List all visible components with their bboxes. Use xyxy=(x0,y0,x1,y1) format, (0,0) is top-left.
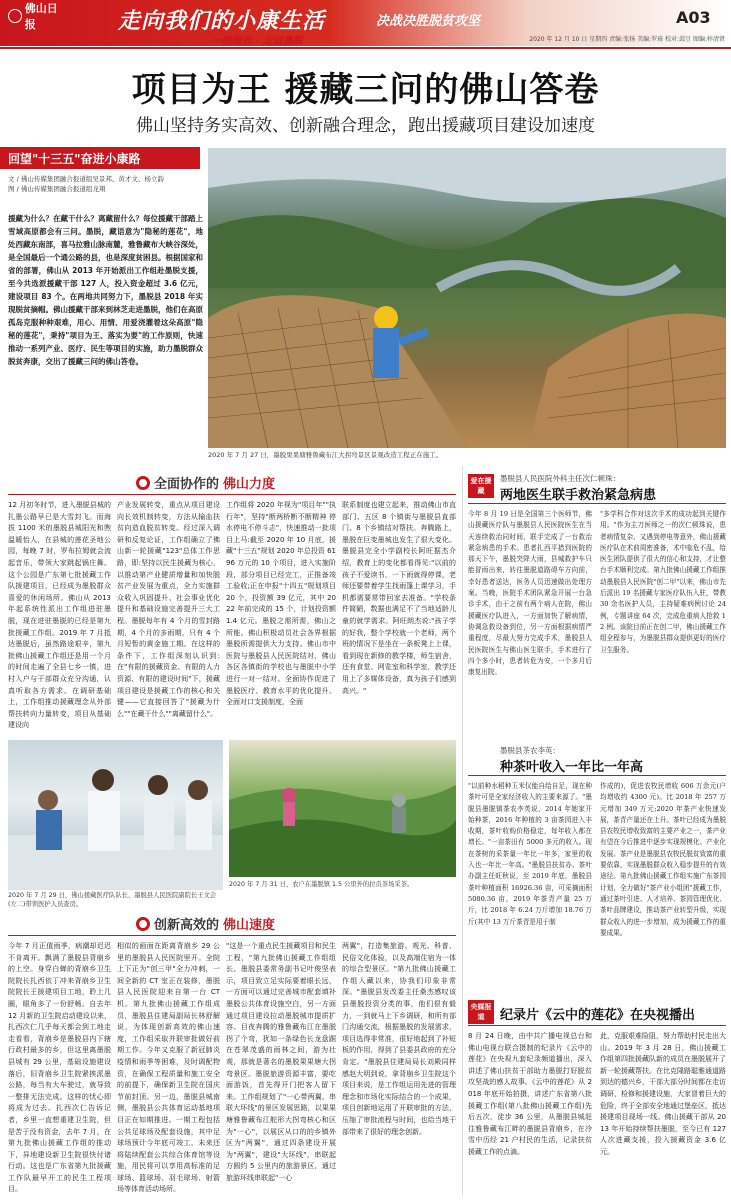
article-column: "以前种水稻种玉米仅能自给自足，现在种茶叶可是全家经济收入的主要来源了。"墨脱县墨脱镇茶农李英说，2014 年她家开始种茶，2016 年种植的 3 亩茶园进入丰收期，茶叶收购价格稳定，每年收入都在增长。"一亩茶田有 5000 多元的收入。现在茶树的采茶量一年比一年多，家里的收入也一年比一年高。"墨脱县扶贫办、茶叶办副主任旺秋说，至 2019 年底，墨脱县茶叶种植面积 16926.36 亩，可采摘面积 5080.36 亩，2019 年茶青产量 25 万斤，比 2018 年 6.24 万斤增加 18.76 万斤(其中 13 万斤茶青是用于制 xyxy=(468,782,592,926)
photo-caption: 2020 年 7 月 31 日，农户在墨脱镇 1.5 公里外的拉贡茶场采茶。 xyxy=(229,881,414,888)
divider xyxy=(468,775,726,776)
divider xyxy=(0,47,731,49)
article-column: 相似的画面在距离背崩乡 29 公里的墨脱县人民医院里开。全院上下正为"创三甲"全力冲刺，一间全新的 CT 室正在装修，墨脱县人民医院迎来自第一台 CT 机。第九批佛山援藏工作组成员，墨脱县住建局副局长林舒解说，为体现创新高效的佛山速度，工作组采取并联审批做好前期工作。今年又克服了新冠肺炎疫情和雨季等困难，及时调配物资，在确保工程质量和施工安全的前提下，确保新卫生院在国庆节前封顶。另一边，墨脱县城南侧，墨脱县公共体育运动基地项目正在如期推进。一期工程包括公共足球场及配套设施，其中足球场预计今年底可竣工，未来还将陆续配套公共综合体育馆等设施，用民将可以享用高标准的足球场、篮球场、羽毛球场、射箭场等体育活动场所。 xyxy=(117,942,220,1194)
masthead xyxy=(0,0,731,48)
column-subtitle: 决战决胜脱贫攻坚 xyxy=(376,14,481,29)
tea-field-scene xyxy=(229,740,456,877)
article-column: 12 月初冬时节，进入墨脱县城的扎墨公路早已是大雪封飞。而海拔 1100 米的墨脱县城阳光和煦温暖怡人，在县城的莲花圣地公园，每晚 7 时，罗布拉姆就会流起音乐，带领大家跳起锅庄舞。这个公园是广东第七批援藏工作队援建项目，已经成为墨脱群众喜爱的休闲场所。佛山从 2013 年起系统性派出工作组进驻墨脱，现在进驻墨脱的已经是第九批援藏工作组。2019 年 7 月抵达墨脱后，虽然路途艰辛，第九批佛山援藏工作组还是用一个月的时间走遍了全县七乡一镇，进村入户与干部群众充分沟通，认真听取各方需求。在调研基础上，工作组推动援藏理念从外部帮扶转向力量转变，项目从基础建设向 xyxy=(8,501,111,730)
story-kicker: 墨脱县人民医院外科主任次仁顿珠： xyxy=(500,474,620,483)
section-heading xyxy=(136,473,275,492)
section-heading-text: 创新高效的 xyxy=(154,918,220,933)
divider xyxy=(8,935,456,936)
divider xyxy=(8,494,456,495)
photo-construction xyxy=(208,148,726,448)
story-headline: 两地医生联手救治紧急病患 xyxy=(500,488,657,503)
article-column: 产业发展转变，重点从项目建设向长效机制转变，方法从输血扶贫向造血脱贫转变。经过深入调研和反复论证，工作组确立了佛山新一轮援藏"123"总体工作思路，即:坚持以民生援藏为核心，以推动第产业健质增量和加快脱贫产业发展为重点，全力实施群众收入巩固提升、社会事业优化提升和基础设施完善提升三大工程。墨脱每年有 4 个月的雪封路期，4 个月的多雨期，只有 4 个月短暂的黄金施工期。在这样的条件下，工作组深刻认识到:在"有限的援藏资金、有限的人力资源、有限的建设时间"下，援藏项目建设是援藏工作的核心和关键——它直接回答了"援藏为什么""在藏干什么""离藏留什么"。 xyxy=(117,501,220,718)
column-title: 走向我们的小康生活 xyxy=(118,8,326,34)
section-heading-highlight: 佛山力度 xyxy=(223,477,276,492)
photo-caption: 2020 年 7 月 29 日，佛山援藏医疗队队长、墨脱县人民医院副院长王文会(左二)带领医护人员查房。 xyxy=(8,892,217,908)
logo-emblem-icon xyxy=(8,9,22,23)
article-column: 联系制度也建立起来，推动佛山市直部门、五区 8 个镇街与墨脱县直部门、8 个乡镇结对帮扶。奔腾路上，墨脱在巨变墨城也发生了很大变化。墨脱县完全小学副校长阿旺据杰介绍，教育上的变化都看得见:"以前的孩子不爱读书，一下雨就得停课，老师还要带着学生找雨篷上课学习，手机都需要常带回家去准备。"学校条件简陋，数据也满足不了当地适龄儿童的就学需求。阿旺朗杰说:"孩子学的好我，整个学校就一个老师，两个班的情况下是坐在一条板凳上上课，看到现在新修的教学楼，师生宿舍，还有食堂、网览室和科学室，教学还用上了多媒体设备，真为孩子们感到高兴。" xyxy=(342,501,456,695)
article-column: 工作组将 2020 年视为"项目年""执行年"，坚持"断两桥断不断精神 停水停电不停斗志"，快速推动一批项目上马:截至 2020 年 10 月底，援藏"十三五"规划 2020 年总投资 6196 万元的 10 个项目，进入实施阶段，部分项目已经完工，正推备竣工验收;正在申报"十四五"规划项目 20 个，投资额 39 亿元，其中 2022 年前完成的 15 个，计划投资额 1.4 亿元。墨脱之需所需，佛山之所能。佛山积极动员社会各界根据墨脱所需提供大力支持。佛山市中医院与墨脱县人民医院结对，佛山各区各镇街的学校也与墨脱中小学进行一对一结对。全面协作促进了墨脱医疗、教育水平的优化提升。全面对口支援制度，全面 xyxy=(226,501,336,707)
story-kicker: 墨脱县茶农李英： xyxy=(500,746,560,755)
page-headline: 项目为王 援藏三问的佛山答卷 xyxy=(131,70,600,110)
column-tagline: 一线报告 · 走进墨脱 xyxy=(212,36,303,47)
byline: 文 / 佛山传媒集团融合报道组吴景邦、黄才文、杨立韵 图 / 佛山传媒集团融合报道组龙翔 xyxy=(8,175,164,193)
article-column: 8 月 24 日晚，由中共广播电视总台和佛山电视台联合摄制的纪录片《云中的莲花》在央视九套纪录频道播出，深入讲述了佛山扶贫干部助力墨脱打好脱贫攻坚战的感人故事。《云中的莲花》从 2018 年底开始拍摄，讲述广东省第八批援藏工作组(第八批佛山援藏工作组)先后五次，徒步 36 公里，从墨脱县城赶往雅鲁藏布江畔的墨脱县背崩乡，在冷雪中历经 21 户村民的生活，记录扶贫援藏工作的点滴。 xyxy=(468,1032,592,1156)
photo-tea-picking xyxy=(229,740,456,877)
story-headline: 种茶叶收入一年比一年高 xyxy=(500,760,644,775)
article-column: 今年 8 月 19 日是全国第三个医师节，佛山援藏医疗队与墨脱县人民医院医生在当天连续救治同时间，联手完成了一台救治紧急病患的手术。患者扎西平措到医院的那天下午，墨脱突降大雨，县城救护车只能冒雨出来，转往墨脱道路碍车方向前，幸好患者送达，医务人员迅速做出处理方案。当晚，医院手术团队紧急开展一台急诊手术，由于之前有两个病人在院，佛山援藏医疗队进入，一方面加快了解病情，协调急救设备到位，另一方面根据病情严重程度，尽最大努力完成手术，墨脱县人民医院医生与佛山医生联手，手术进行了四个多小时，患者转危为安，一个多月后康复出院。 xyxy=(468,510,592,677)
article-column: 今年 7 月正值雨季，病潮却迟迟不肯离开。飘满了墨脱县背崩乡的上空。身穿白蝉的背崩乡卫生院院长扎西依丁冲来背崩乡卫生院院长王援建项目工地，聆上几圈，眼角多了一份舒畅。自去年 12 月新的卫生院启动建设以来，扎西次仁几乎每天都会到工地走走看看，背崩乡是墨脱县内下辖行政村最多的乡，但这里离墨脱县城有 29 公里，基础设施建设落后，旧背崩乡卫生院紧挨派墨公路，每当有大车驶过，就导致一整排无法完成。这样的忧心即将成为过去。扎西次仁告诉记者，乡里一直想重建卫生院，但是苦于没有资金，去年 7 月，在第九批佛山援藏工作组的推动下，异地建设新卫生院很快付诸行动。这也是广东省第九批援藏工作队最早开工的民生工程项目。 xyxy=(8,942,111,1194)
photo-caption: 2020 年 7 月 27 日，墨脱果果塘雅鲁藏布江大拐弯景区景观改造工程正在施工。 xyxy=(208,451,443,459)
newspaper-logo xyxy=(8,2,68,31)
section-heading-text: 全面协作的 xyxy=(154,477,220,492)
section-heading-highlight: 佛山速度 xyxy=(223,918,276,933)
page-subheadline: 佛山坚持务实高效、创新融合理念，跑出援藏项目建设加速度 xyxy=(136,116,595,136)
divider xyxy=(468,503,726,504)
divider xyxy=(468,1025,726,1026)
story-headline: 纪录片《云中的莲花》在央视播出 xyxy=(500,1008,696,1023)
article-column: "这是一个重点民生援藏项目和民生工程，"第九批佛山援藏工作组组长、墨脱县委常务副书记叶俊坚表示，项目致立足实际要着眼长远，一方面可以通过完善城市配套填补墨脱公共体育设施空白，另一方面通过项目建设拉动墨脱城市提质扩容。目夜奔腾的雅鲁藏布江在墨脱拐了个弯，犹如一条绿色长龙盘踞在苍翠茂盛的雨林之间，游为壮观，那就是著名的墨脱果果塘大拐弯景区。墨脱旅游资源丰富，要吃面游饭，首先得开门把客人留下来。工作组规划了"一心带两翼、串联大环线"的景区发展思路，以果果塘雅鲁藏布江舵形大拐弯核心和区为"一心"，以展区从口的的乡镇外区为"两翼"，通过四条建设开展为"两翼"，建设"大环线"，串联起方圆约 5 公里内的旅游景区，通过旅游环线串联起"一心 xyxy=(226,942,336,1182)
page-number: A03 xyxy=(676,8,711,27)
article-column: 两翼"，打造集旅游、观光、科普、民俗文化体验，以及高端住宿为一体的综合型景区。"第九批佛山援藏工作组入藏以来，协我们印象非常深。"墨脱县发改委主任桑杰感叹该县墨脱投资分类的事，他们很有毅力，一到就马上下乡调研，和所有部门沟通交流，根据墨脱的发展需求，项目选得非常准，很好地起到了补短板的作用，得到了县委县政府的充分肯定。"墨脱县住建局局长刘殿同样感赵大明到说，拿背崩乡卫生院这个项目来说，是工作组运用先进的管理理念和市场化实际结合的一个成果，项目创新地运用了开联审批的方法，压缩了审批流程与时间，也给当地干部带来了很好的理念创新。 xyxy=(342,942,456,1136)
construction-scene xyxy=(208,148,726,448)
logo-text: 佛山日报 xyxy=(24,2,58,31)
article-column: 此，克服艰难险阻，努力帮助村民走出大山。2019 年 3 月 28 日，佛山援藏工作组第四批援藏队新的成员在墨脱展开了新一轮援藏帮扶。在比克隆路聪雅通道路到达的德兴乡，干部大部分时间都在走访调研，检修和援建设施，大家冒着巨大的危险，终于全部安全地通过堡垒区，抵达援建项目现场一线。佛山援藏干部从 2013 年开始持续帮扶墨脱，至今已有 127 人次进藏支援，投入援藏资金 3.6 亿元。 xyxy=(600,1032,726,1156)
dateline: 2020 年 12 月 10 日 星期四 责编:张扬 美编:罗琦 校对:邱豆 图编:梓清贤 xyxy=(529,36,725,43)
divider xyxy=(462,466,463,1196)
section-banner: 回望"十三五"奋进小康路 xyxy=(0,147,200,169)
article-column: "多学科合作对这次手术的成功起到关键作用。"作为主刀医师之一的次仁顿珠说，患者病情复杂、又遇到停电等意外，佛山援藏医疗队在术前周密准备，术中临危不乱，给医生团队提供了很大的信心和支持，才让整台手术顺利完成。第九批佛山援藏工作组推动墨脱县人民医院"创二甲"以来，佛山市先后派出 19 名援藏专家医疗队伍入驻，带教 30 余名医护人员，主持疑难病例讨论 24 例，专题讲座 64 次，完成危重病人抢救 12 例。该院目前正在创二甲，佛山援藏工作组全程参与，为墨脱县群众提供更好的医疗卫生服务。 xyxy=(600,510,726,654)
article-column: 作成的)，促进农牧民增收 606 万余元(户均增收约 4300 元)。比 2018 年 257 万元增加 349 万元;2020 年茶产业快速发展，茶青产量还在上升。茶叶已经成为墨脱县农牧民增收致富的主要产业之一，茶产业有望在今后推进中逐步实现规模化、产业化发展。茶产业是墨脱县农牧民脱贫致富的重要依靠，实现墨脱群众收入稳步提升的有效途径。第九批佛山援藏工作组实施广东茶园计划，全力做好"茶产业小组团"援藏工作，通过茶叶引进、人才培养、茶园管理优化、茶叶品牌建设，推动茶产业转型升级，实现群众收入的进一步增加，成为援藏工作的重要成果。 xyxy=(600,782,726,937)
section-ring-icon xyxy=(136,476,150,490)
hospital-scene xyxy=(8,740,223,890)
story-badge: 央媒报道 xyxy=(468,1000,494,1024)
story-badge: 爱在援藏 xyxy=(468,474,494,498)
section-heading xyxy=(136,914,275,933)
section-ring-icon xyxy=(136,917,150,931)
photo-ward-round xyxy=(8,740,223,890)
intro-text: 援藏为什么？在藏干什么？离藏留什么？每位援藏干部踏上雪域高原都会有三问。墨脱，藏语意为"隐秘的莲花"，地处西藏东南部，喜马拉雅山脉南麓，雅鲁藏布大峡谷深处，是全国最后一个通公路的县，也是深度贫困县。根据国家和省的部署，佛山从 2013 年开始派出工作组赴墨脱支援，至今共选派援藏干部 127 人，投入资金超过 3.6 亿元，建设项目 83 个。在两地共同努力下，墨脱县 2018 年实现脱贫摘帽。佛山援藏干部来到林芝走进墨脱，他们在高原孤岛克服种种艰难，用心、用情、用爱浇灌着这朵高原"隐秘的莲花"，秉持"项目为王、落实为要"的工作原则，快速推动一系列产业、医疗、民生等项目的实施，助力墨脱群众脱贫奔康，交出了援藏三问的佛山答卷。 xyxy=(8,214,203,366)
